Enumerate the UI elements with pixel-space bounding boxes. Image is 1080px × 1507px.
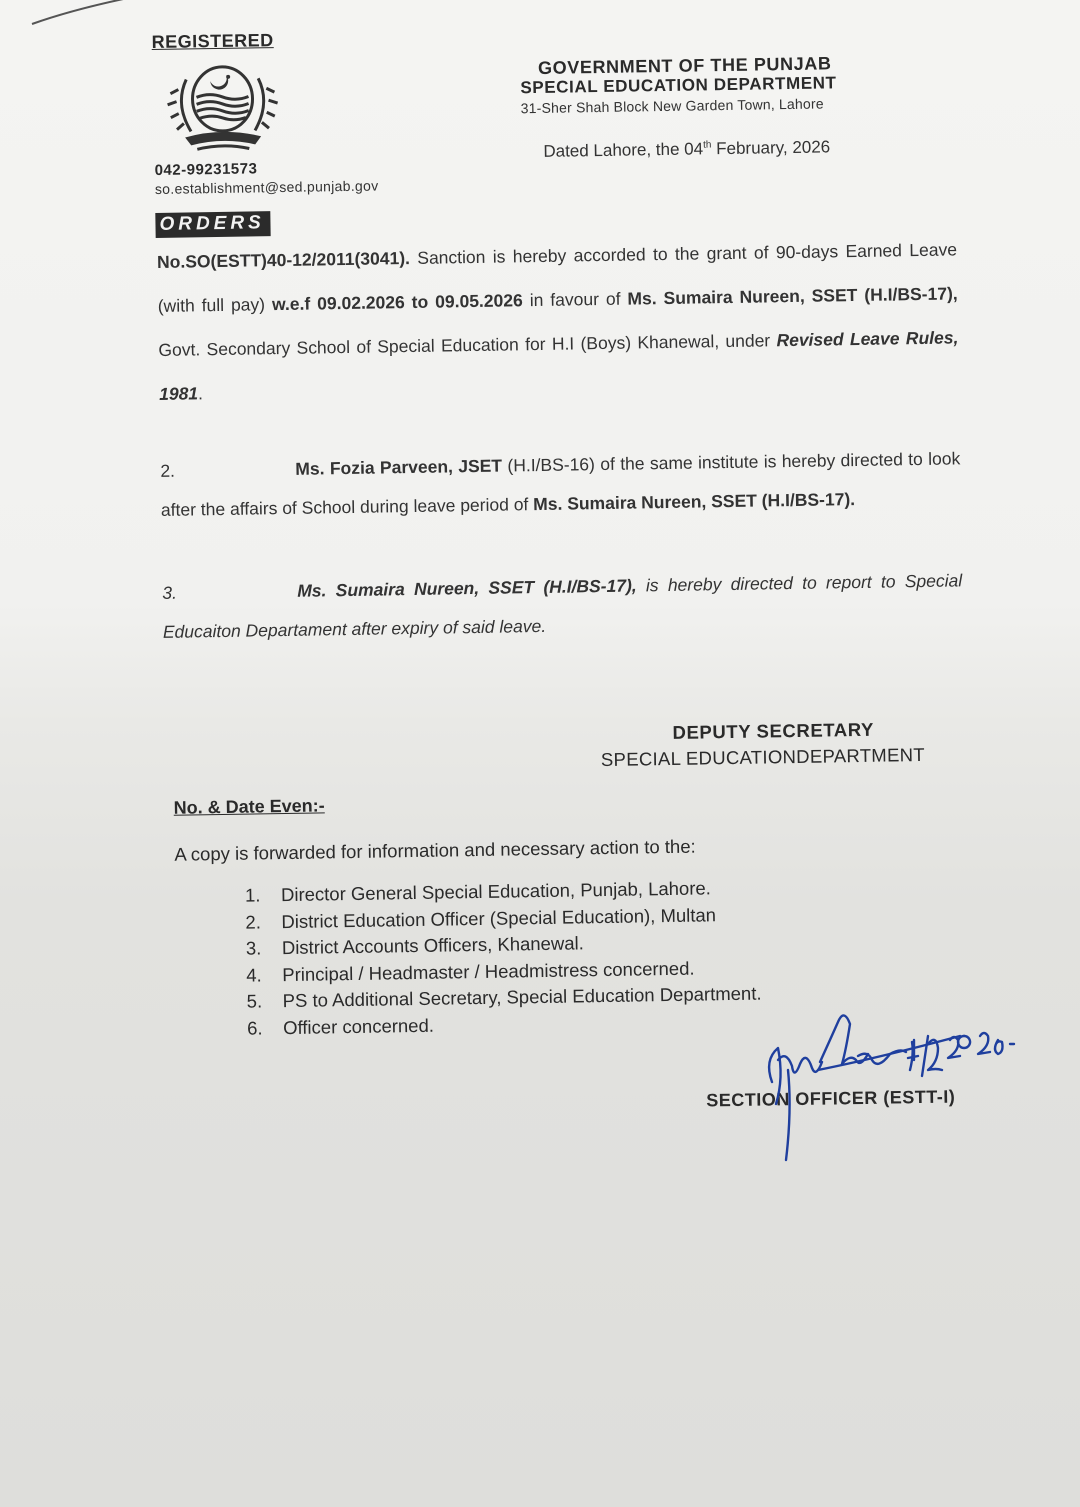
reference-number: No.SO(ESTT)40-12/2011(3041).	[156, 247, 411, 272]
signatory-department: SPECIAL EDUCATIONDEPARTMENT	[600, 743, 926, 771]
endorsement-heading: No. & Date Even:-	[173, 795, 325, 818]
list-item: 5. PS to Additional Secretary, Special Education Department.	[246, 982, 762, 1012]
endorsement-intro: A copy is forwarded for information and necessary action to the:	[174, 835, 696, 865]
order-paragraph-1: No.SO(ESTT)40-12/2011(3041). Sanction is hereby accorded to the grant of 90-days Earned Leave (with full pay) w.e.f 09.02.2026 to 09.05.2026 in favour of Ms. Sumaira Nureen, SSET (H.I/BS-17), Govt. Secondary School of Special Education for H.I (Boys) Khanewal, under Revised Leave Rules, 1981.	[156, 239, 959, 404]
government-title: GOVERNMENT OF THE PUNJAB	[537, 53, 832, 78]
email-address: so.establishment@sed.punjab.gov	[154, 177, 379, 197]
section-officer-title: SECTION OFFICER (ESTT-I)	[706, 1086, 956, 1111]
list-item: 4. Principal / Headmaster / Headmistress concerned.	[246, 957, 695, 986]
signatory-title: DEPUTY SECRETARY	[672, 718, 875, 743]
punjab-crest-icon	[156, 58, 290, 160]
orders-heading: ORDERS	[155, 211, 271, 238]
recipient-list	[245, 875, 762, 1042]
list-item: 3. District Accounts Officers, Khanewal.	[245, 932, 584, 959]
leave-period: w.e.f 09.02.2026 to 09.05.2026	[271, 290, 523, 315]
phone-number: 042-99231573	[154, 160, 258, 179]
list-item: 2. District Education Officer (Special Education), Multan	[245, 903, 717, 933]
list-item: 1. Director General Special Education, Punjab, Lahore.	[244, 877, 712, 906]
department-address: 31-Sher Shah Block New Garden Town, Lahore	[520, 95, 824, 117]
leave-rules: Revised Leave Rules, 1981	[158, 327, 959, 404]
employee-name: Ms. Sumaira Nureen, SSET (H.I/BS-17),	[627, 283, 958, 309]
order-paragraph-2: 2. Ms. Fozia Parveen, JSET (H.I/BS-16) of the same institute is hereby directed to look after the affairs of School during leave period of Ms. Sumaira Nureen, SSET (H.I/BS-17).	[160, 448, 961, 520]
letter-date: Dated Lahore, the 04th February, 2026	[543, 137, 831, 161]
registered-label: REGISTERED	[151, 30, 274, 53]
list-item: 6. Officer concerned.	[246, 1014, 435, 1039]
order-paragraph-3: 3. Ms. Sumaira Nureen, SSET (H.I/BS-17), is hereby directed to report to Special Educaiton Departament after expiry of said leave.	[162, 570, 963, 642]
department-title: SPECIAL EDUCATION DEPARTMENT	[520, 73, 837, 98]
handwritten-signature	[758, 1000, 1038, 1170]
